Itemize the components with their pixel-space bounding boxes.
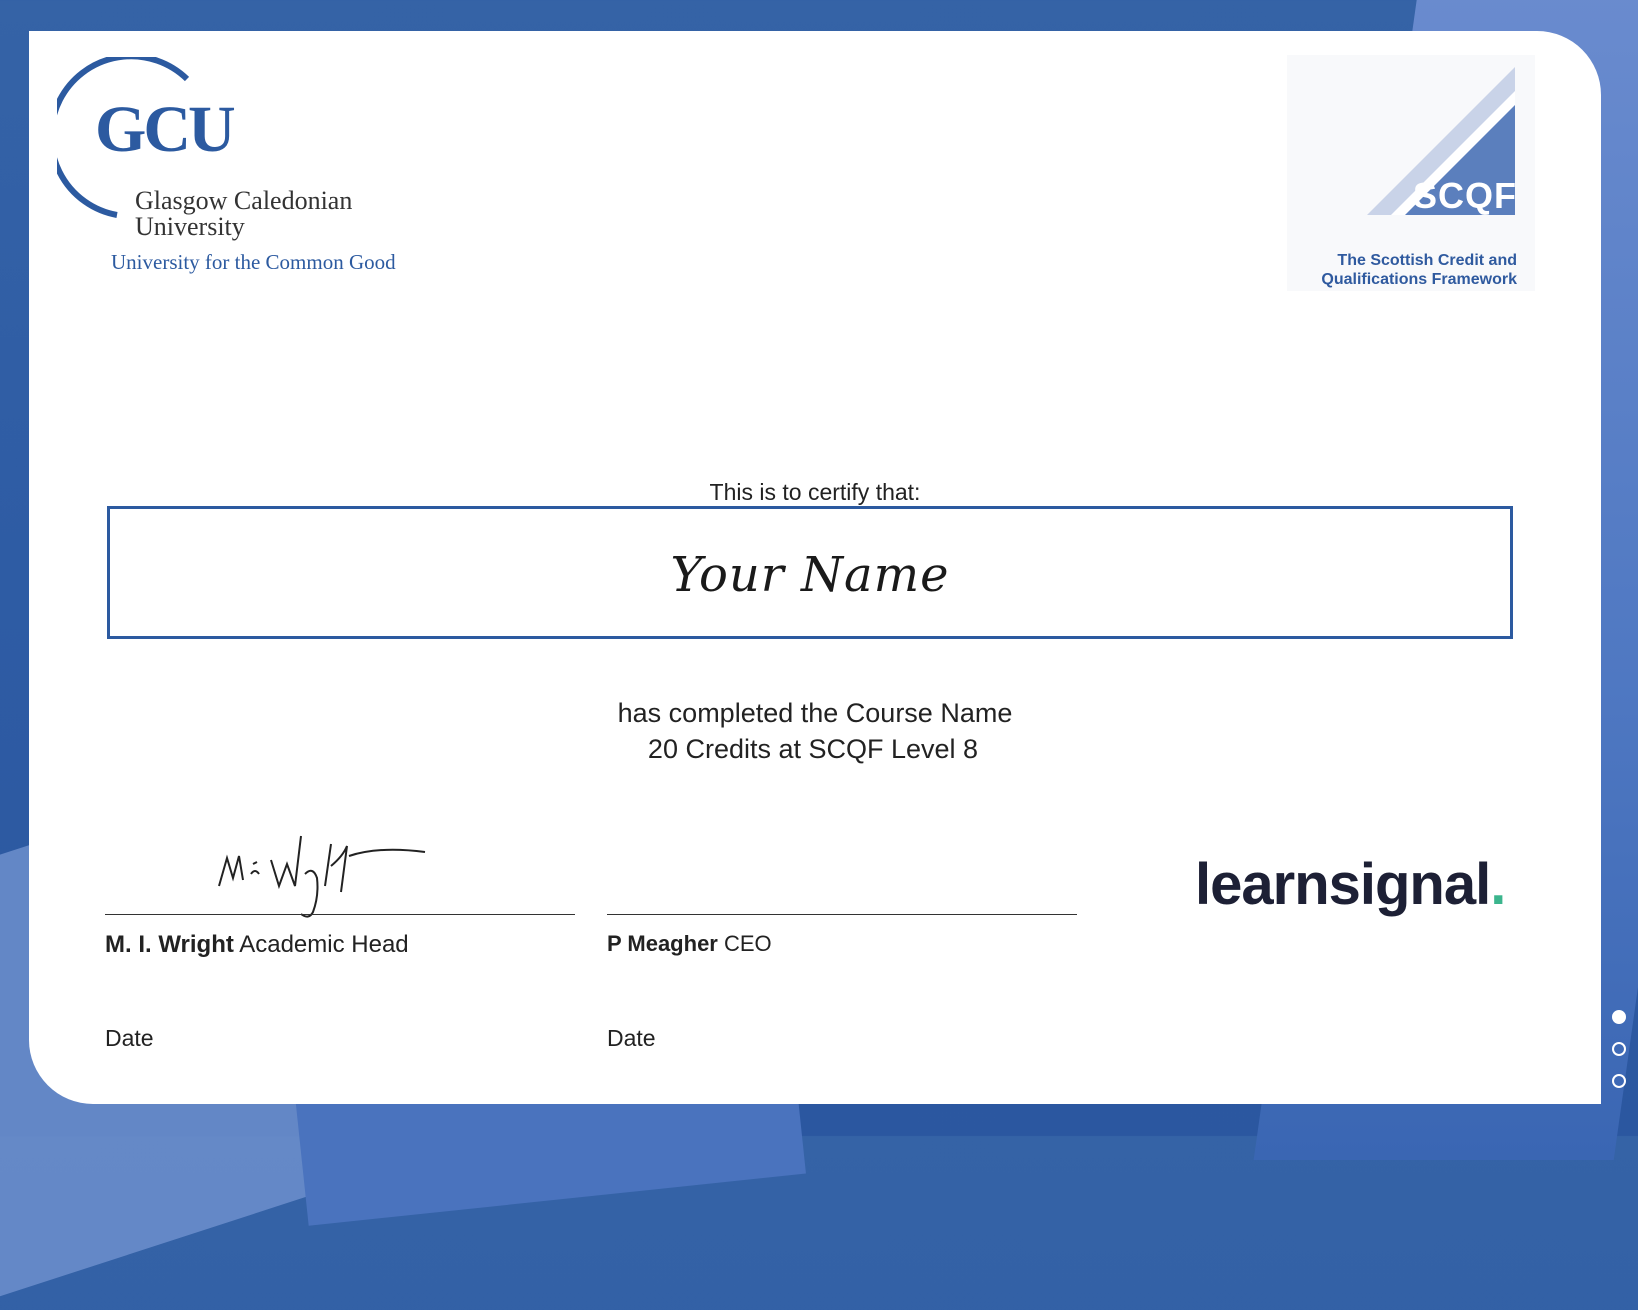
brand-name: learnsignal bbox=[1195, 852, 1491, 917]
signature-line bbox=[105, 914, 575, 915]
signatory-role: Academic Head bbox=[239, 931, 409, 958]
carousel-dot[interactable] bbox=[1612, 1074, 1626, 1088]
scqf-subtitle: The Scottish Credit and Qualifications Framework bbox=[1321, 252, 1517, 288]
date-label: Date bbox=[607, 1025, 656, 1051]
gcu-university-name: Glasgow Caledonian University bbox=[135, 186, 353, 241]
signatory-2 bbox=[607, 931, 772, 957]
course-line: has completed the Course Name bbox=[617, 698, 1013, 728]
carousel-dot[interactable] bbox=[1612, 1042, 1626, 1056]
signatory-name: M. I. Wright bbox=[105, 931, 234, 958]
learnsignal-logo bbox=[1195, 851, 1505, 918]
carousel-indicator bbox=[1612, 1010, 1632, 1106]
signatory-role: CEO bbox=[723, 931, 772, 956]
scqf-title: SCQF bbox=[1412, 175, 1517, 216]
signature-wright bbox=[209, 816, 429, 926]
signature-line bbox=[607, 914, 1077, 915]
certify-intro: This is to certify that: bbox=[709, 479, 921, 505]
date-label: Date bbox=[105, 1025, 154, 1051]
scqf-logo bbox=[1287, 55, 1535, 291]
course-details bbox=[29, 695, 1601, 767]
signatory-name: P Meagher bbox=[607, 931, 718, 956]
recipient-name-box bbox=[107, 506, 1513, 639]
gcu-logo bbox=[57, 57, 377, 247]
recipient-name: Your Name bbox=[670, 547, 950, 603]
gcu-tagline: University for the Common Good bbox=[111, 250, 396, 274]
gcu-letters: GCU bbox=[95, 93, 233, 166]
certificate-card bbox=[29, 31, 1601, 1104]
signatory-1 bbox=[105, 931, 409, 959]
brand-dot: . bbox=[1490, 852, 1506, 917]
carousel-dot[interactable] bbox=[1612, 1010, 1626, 1024]
credits-line: 20 Credits at SCQF Level 8 bbox=[647, 734, 979, 764]
